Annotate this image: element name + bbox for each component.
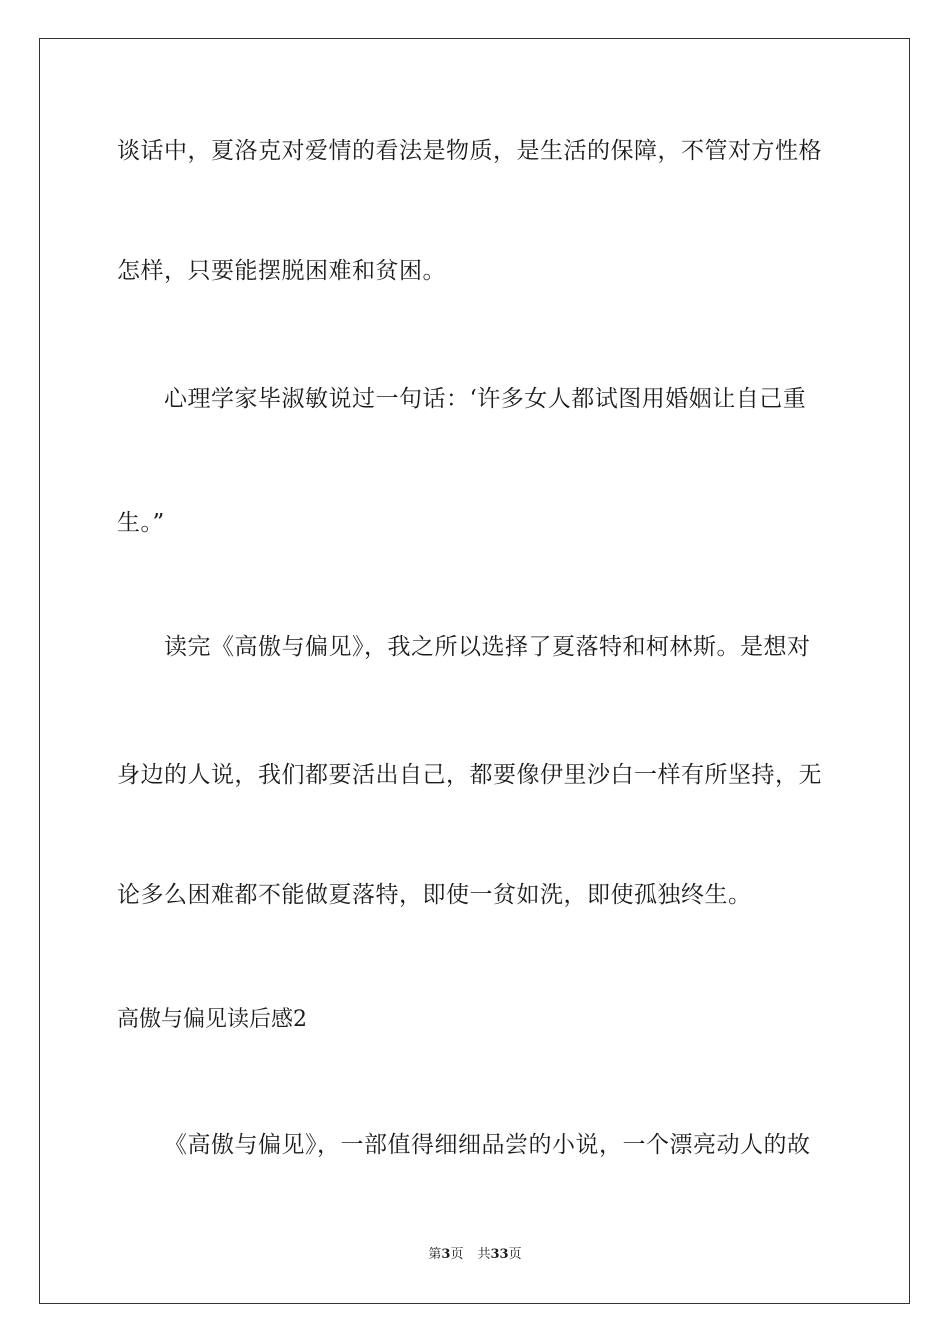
footer-page-prefix: 第 bbox=[428, 1247, 442, 1262]
footer-total-pages: 33 bbox=[490, 1247, 509, 1262]
section-paragraph-line-1: 《高傲与偏见》，一部值得细细品尝的小说，一个漂亮动人的故 bbox=[164, 1132, 811, 1158]
page-footer bbox=[0, 1245, 950, 1265]
paragraph-line-5: 读完《高傲与偏见》，我之所以选择了夏落特和柯林斯。是想对 bbox=[164, 634, 811, 660]
paragraph-line-3: 心理学家毕淑敏说过一句话：‘许多女人都试图用婚姻让自己重 bbox=[164, 386, 807, 412]
paragraph-line-2: 怎样，只要能摆脱困难和贫困。 bbox=[117, 258, 446, 284]
paragraph-line-4: 生。” bbox=[117, 510, 165, 536]
paragraph-line-1: 谈话中，夏洛克对爱情的看法是物质，是生活的保障，不管对方性格 bbox=[117, 138, 822, 164]
footer-total-suffix: 页 bbox=[508, 1247, 522, 1262]
paragraph-line-7: 论多么困难都不能做夏落特，即使一贫如洗，即使孤独终生。 bbox=[117, 882, 752, 908]
paragraph-line-6: 身边的人说，我们都要活出自己，都要像伊里沙白一样有所坚持，无 bbox=[117, 762, 822, 788]
footer-page-suffix: 页 bbox=[450, 1247, 464, 1262]
footer-page-number: 3 bbox=[441, 1247, 451, 1262]
section-heading: 高傲与偏见读后感2 bbox=[117, 1007, 307, 1032]
footer-total-prefix: 共 bbox=[477, 1247, 491, 1262]
page-frame bbox=[39, 38, 910, 1304]
